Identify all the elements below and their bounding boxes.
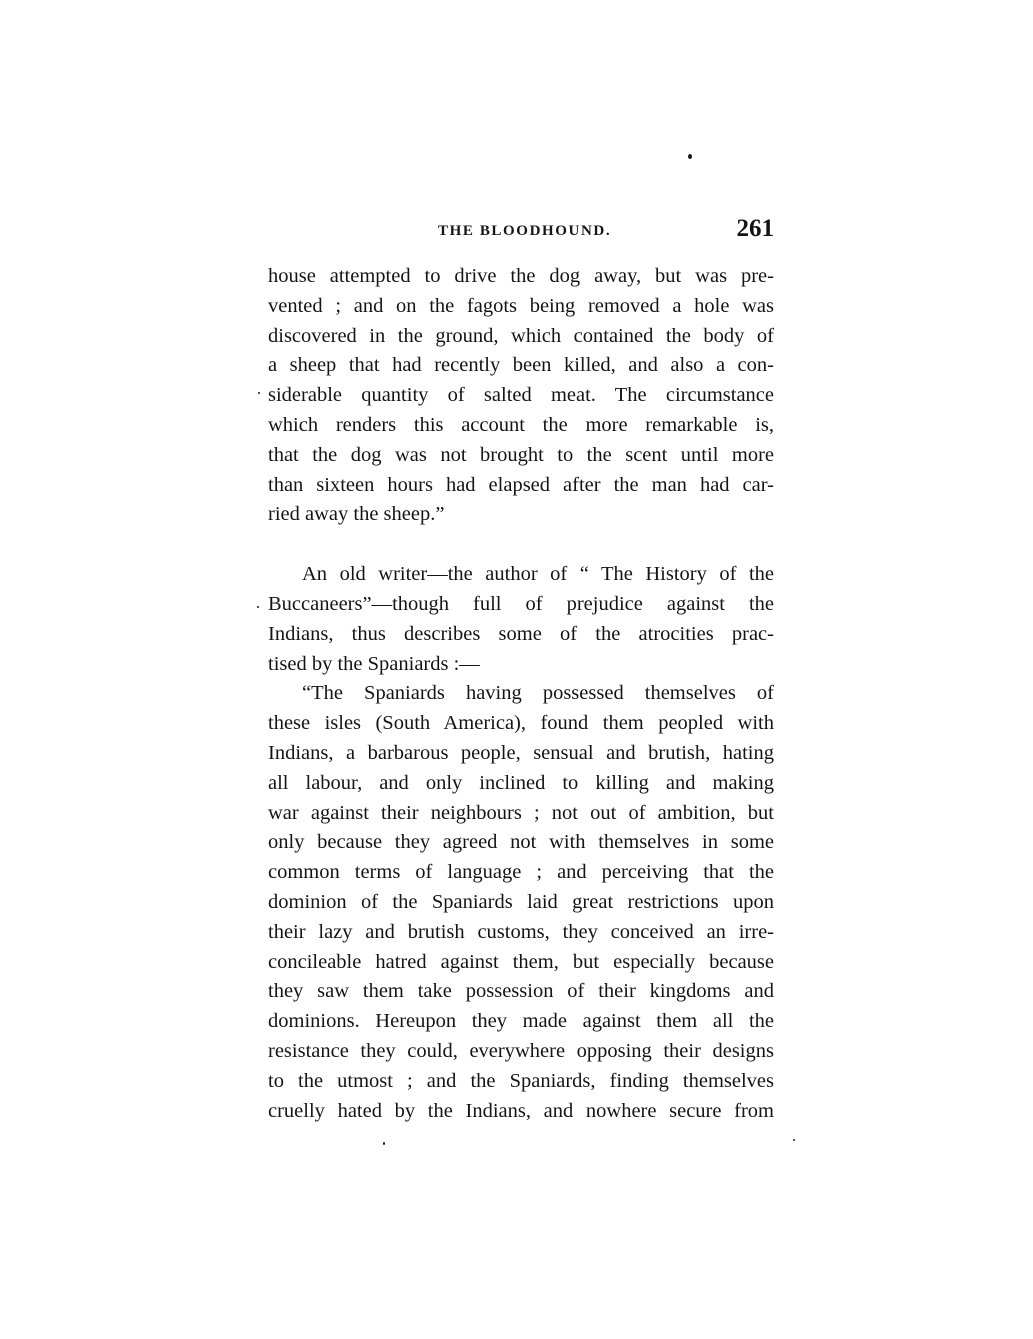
page-header: [268, 215, 774, 247]
text-line: only because they agreed not with themselves in some: [268, 831, 774, 854]
text-line: siderable quantity of salted meat. The circumstance: [268, 384, 774, 407]
text-line: their lazy and brutish customs, they conceived an irre-: [268, 920, 774, 943]
paragraph-3: [268, 679, 774, 1126]
text-line: Indians, thus describes some of the atrocities prac-: [268, 622, 774, 645]
scan-speck: [383, 1142, 385, 1145]
text-line: dominions. Hereupon they made against them all the: [268, 1010, 774, 1033]
text-line: that the dog was not brought to the scent until more: [268, 443, 774, 466]
text-line: house attempted to drive the dog away, but was pre-: [268, 265, 774, 287]
text-line: which renders this account the more remarkable is,: [268, 413, 774, 436]
text-line: concileable hatred against them, but especially because: [268, 950, 774, 973]
text-line: all labour, and only inclined to killing and making: [268, 771, 774, 794]
scan-speck: [258, 392, 260, 394]
text-line: war against their neighbours ; not out of ambition, but: [268, 801, 774, 824]
text-line: than sixteen hours had elapsed after the man had car-: [268, 473, 774, 496]
running-head: THE BLOODHOUND.: [438, 223, 612, 239]
paragraph-2: [268, 560, 774, 679]
page-number: 261: [736, 215, 774, 242]
text-line: dominion of the Spaniards laid great restrictions upon: [268, 890, 774, 913]
text-line: a sheep that had recently been killed, and also a con-: [268, 354, 774, 377]
text-line: Indians, a barbarous people, sensual and brutish, hating: [268, 741, 774, 764]
body-text: [268, 262, 774, 1126]
paragraph-spacer: [268, 530, 774, 560]
text-line: resistance they could, everywhere opposing their designs: [268, 1039, 774, 1062]
scan-speck: [688, 154, 692, 159]
text-line: vented ; and on the fagots being removed a hole was: [268, 294, 774, 317]
text-line: these isles (South America), found them peopled with: [268, 712, 774, 735]
text-line: An old writer—the author of “ The History of the: [302, 563, 774, 586]
text-line: ried away the sheep.”: [268, 503, 445, 526]
scan-speck: [793, 1139, 795, 1141]
text-line: common terms of language ; and perceiving that the: [268, 861, 774, 884]
text-line: Buccaneers”—though full of prejudice against the: [268, 592, 774, 615]
text-line: cruelly hated by the Indians, and nowhere secure from: [268, 1099, 774, 1122]
scan-speck: [257, 606, 259, 608]
text-line: to the utmost ; and the Spaniards, finding themselves: [268, 1069, 774, 1092]
text-line: tised by the Spaniards :—: [268, 652, 480, 675]
text-line: discovered in the ground, which contained the body of: [268, 324, 774, 347]
paragraph-1: [268, 262, 774, 530]
text-line: they saw them take possession of their kingdoms and: [268, 980, 774, 1003]
text-line: “The Spaniards having possessed themselves of: [302, 682, 774, 705]
